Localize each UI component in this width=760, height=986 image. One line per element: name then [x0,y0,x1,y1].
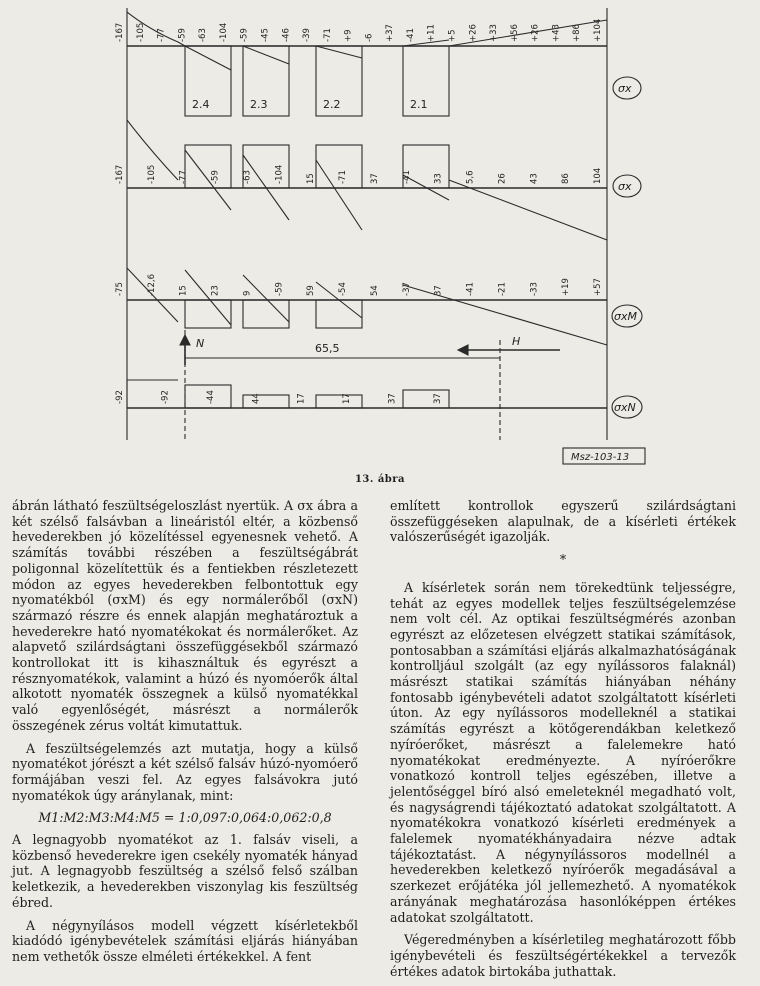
stress-value-label: -6 [364,33,375,42]
stress-value-label: -63 [198,28,209,42]
force-label-n: N [196,337,205,350]
stress-value-label: 37 [433,393,443,404]
text-column-right [390,498,736,986]
stress-value-label: -77 [178,170,189,184]
stress-value-label: -39 [302,28,312,42]
stress-value-label: 5,6 [465,170,476,184]
stress-value-label: +86 [572,24,583,42]
stress-value-label: 104 [593,167,603,184]
stress-value-label: 86 [561,173,572,184]
paragraph: ábrán látható feszültségeloszlást nyertük. A σx ábra a két szélső falsávban a lineáristól eltér, a közbenső hevederekben jó közelítéssel egyenesnek vehető. A számítás további részében a feszültségábrát poligonnal közelítettük és a fentiekben részletezett módon az egyes hevederekben felbontottuk egy nyomatékból (σxM) és egy normálerőből (σxN) származó részre és ennek alapján meghatároztuk a hevederekre ható nyomatékokat és normálerőket. Az alapvető szilárdságtani összefüggésekből származó kontrollokat itt is kihasználtuk és egyrészt a résznyomatékok, valamint a húzó és nyomóerők által alkotott nyomaték összegnek a külső nyomatékkal való egyenlőségét, másrészt a normálerők összegének zérus voltát kimutattuk. [12,498,358,733]
stress-value-label: 17 [342,393,353,404]
stress-value-label: -33 [529,282,540,296]
row-label: σxM [614,310,637,323]
paragraph: említett kontrollok egyszerű szilárdságtani összefüggéseken alapulnak, de a kísérleti értékek valószerűségét igazolják. [390,498,736,545]
row-label: σx [618,180,632,193]
stress-value-label: -71 [322,28,333,42]
stress-value-label: +33 [489,24,500,42]
stress-value-label: 15 [306,173,317,184]
moment-ratio-formula: M1:M2:M3:M4:M5 = 1:0,097:0,064:0,062:0,8 [38,810,332,826]
stress-value-label: -71 [338,170,349,184]
paragraph: A feszültségelemzés azt mutatja, hogy a külső nyomatékot jórészt a két szélső falsáv húzó-nyomóerő formájában veszi fel. Az egyes falsávokra jutó nyomatékok úgy aránylanak, mint: [12,740,358,803]
stress-value-label: +104 [593,18,603,42]
stress-value-label: +57 [593,278,603,296]
stress-value-label: +19 [561,278,572,296]
stress-value-label: -77 [156,28,167,42]
segment-label: 2.4 [192,98,210,111]
stress-value-label: +56 [509,24,520,42]
stress-value-label: -45 [260,28,271,42]
segment-label: 2.1 [410,98,428,111]
stress-value-label: -59 [239,28,250,42]
stress-value-label: 44 [251,393,262,404]
stress-value-label: -105 [146,164,157,184]
stress-value-label: +5 [447,29,458,42]
stress-value-label: -37 [401,282,412,296]
stress-diagram-figure [0,0,760,470]
stress-value-label: 37 [369,173,380,184]
figure-caption: 13. ábra [354,474,406,485]
stress-value-label: +9 [343,29,354,42]
stress-value-label: -54 [338,282,349,296]
paragraph: A négynyílásos modell végzett kísérletekből kiadódó igénybevételek számítási eljárás hiányában nem vethetők össze elméleti értékekkel. A fent [12,917,358,964]
stress-value-label: -59 [274,282,285,296]
stress-value-label: -41 [465,282,476,296]
stress-value-label: 17 [296,393,307,404]
stress-value-label: -59 [210,170,221,184]
stress-value-label: -104 [218,22,229,42]
force-label-h: H [512,335,521,348]
section-separator: * [559,552,567,568]
stress-value-label: 37 [433,285,444,296]
figure-stamp: Msz-103-13 [571,452,630,463]
stress-value-label: 9 [242,290,253,296]
stress-value-label: 23 [210,285,221,296]
row-label: σx [618,82,632,95]
stress-value-label: -92 [115,390,125,404]
stress-value-label: -59 [177,28,188,42]
segment-label: 2.2 [323,98,341,111]
stress-value-label: -105 [135,22,146,42]
paragraph: Végeredményben a kísérletileg meghatározott főbb igénybevételi és feszültségértékekkel a tervezők értékes adatok birtokába juthattak. [390,932,736,979]
segment-label: 2.3 [250,98,268,111]
text-column-left [12,498,358,972]
row-label: σxN [614,401,636,414]
stress-value-label: +26 [530,24,541,42]
stress-value-label: -92 [160,390,171,404]
stress-value-label: +11 [426,24,437,42]
stress-value-label: 26 [497,173,508,184]
stress-value-label: -41 [401,170,412,184]
stress-value-label: 37 [387,393,398,404]
stress-value-label: +37 [385,24,396,42]
stress-value-label: 33 [433,173,444,184]
stress-value-label: -44 [205,390,216,404]
stress-value-label: -104 [274,164,285,184]
stress-value-label: -167 [115,164,125,184]
stress-value-label: -75 [115,282,125,296]
stress-value-label: +26 [468,24,479,42]
stress-value-label: 54 [369,285,380,296]
dimension-label: 65,5 [315,342,340,355]
paragraph: A kísérletek során nem törekedtünk teljességre, tehát az egyes modellek teljes feszültségelemzése nem volt cél. Az optikai feszültségmérés azonban egyrészt az előzetesen elvégzett statikai számítások, pontosabban a számítási eljárás alkalmazhatóságának kontrolljául szolgált (az egy nyílássoros falaknál) másrészt statikai számítás hiányában néhány fontosabb igénybevételi adatot szolgáltatott kísérleti úton. Az egy nyílássoros modelleknél a statikai számítás egyrészt a kötőgerendákban keletkező nyíróerőket, másrészt a falelemekre ható nyomatékokat eredményezte. A nyíróerőkre vonatkozó kontroll teljes egészében, illetve a jelentőséggel bíró alsó emeleteknél megadható volt, és nagyságrendi tájékoztató adatokat szolgáltatott. A nyomatékokra vonatkozó kísérleti eredmények a falelemek nyomatékhányadaira nézve adtak tájékoztatást. A négynyílássoros modellnél a hevederekben keletkező nyíróerők megadásával a szerkezet erőjátéka jól jellemezhető. A nyomatékok arányának meghatározása hasonlóképpen értékes adatokat szolgáltatott. [390,579,736,925]
stress-value-label: 15 [178,285,189,296]
stress-value-label: +43 [551,24,562,42]
stress-value-label: -167 [115,22,125,42]
paragraph: A legnagyobb nyomatékot az 1. falsáv viseli, a közbenső hevederekre igen csekély nyomaték hányad jut. A legnagyobb feszültség a szélső felső szálban keletkezik, a hevederekben viszonylag kis feszültség ébred. [12,832,358,910]
stress-value-label: 59 [306,285,317,296]
stress-value-label: -21 [497,282,508,296]
stress-value-label: -41 [406,28,416,42]
stress-value-label: 43 [529,173,540,184]
stress-value-label: -46 [281,28,292,42]
stress-value-label: -63 [242,170,253,184]
stress-value-label: -12,6 [146,274,157,296]
